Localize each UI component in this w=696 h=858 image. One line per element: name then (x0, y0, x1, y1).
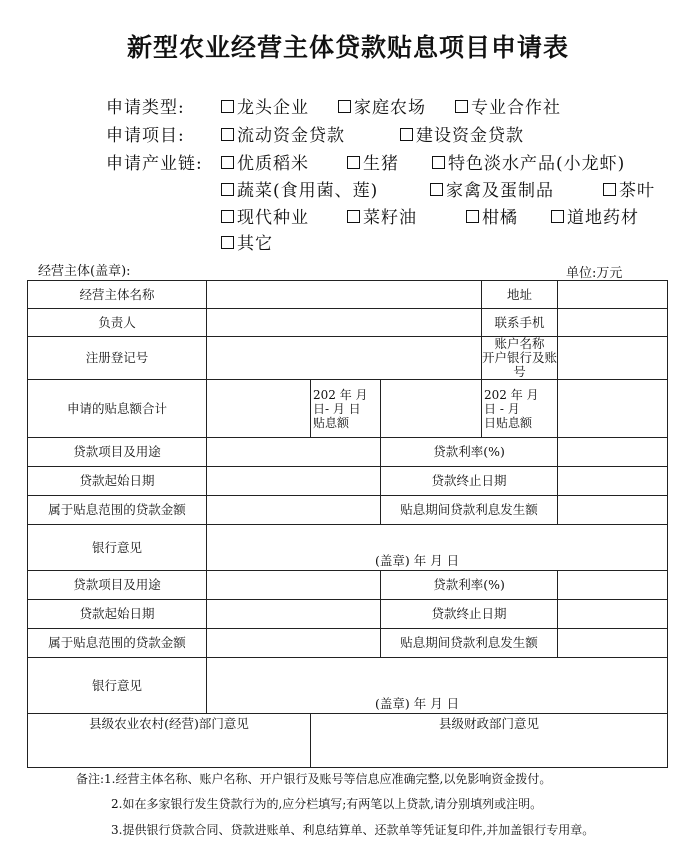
entity-name-field[interactable] (207, 281, 482, 309)
bank-opinion-label: 银行意见 (28, 525, 207, 571)
loan-end-field[interactable] (558, 600, 668, 629)
loan-end-label: 贷款终止日期 (381, 467, 558, 496)
apply-chain-option[interactable]: 道地药材 (551, 203, 639, 228)
checkbox-icon[interactable] (466, 210, 479, 223)
loan-amount-field[interactable] (207, 629, 381, 658)
loan-project-label: 贷款项目及用途 (28, 438, 207, 467)
loan-rate-field[interactable] (558, 571, 668, 600)
apply-chain-label: 申请产业链: (106, 154, 203, 174)
loan-project-field[interactable] (207, 438, 381, 467)
apply-project-option[interactable]: 流动资金贷款 (221, 121, 345, 146)
county-agri-opinion[interactable] (28, 714, 311, 768)
checkbox-icon[interactable] (221, 156, 234, 169)
county-agri-label: 县级农业农村(经营)部门意见 (89, 716, 249, 731)
subsidy-period-2-field[interactable] (558, 380, 668, 438)
loan-end-field[interactable] (558, 467, 668, 496)
apply-type-label: 申请类型: (106, 98, 185, 118)
apply-project-option[interactable]: 建设资金贷款 (400, 121, 524, 146)
notes-line-1: 备注:1.经营主体名称、账户名称、开户银行及账号等信息应准确完整,以免影响资金拨付。 (76, 772, 552, 786)
loan-start-field[interactable] (207, 467, 381, 496)
seal-date: (盖章) 年 月 日 (375, 553, 460, 568)
apply-project-label: 申请项目: (106, 126, 185, 146)
notes-line-3: 3.提供银行贷款合同、贷款进账单、利息结算单、还款单等凭证复印件,并加盖银行专用章。 (111, 823, 595, 837)
subsidy-total-label: 申请的贴息额合计 (28, 380, 207, 438)
application-table (27, 280, 668, 768)
loan-amount-label: 属于贴息范围的贷款金额 (28, 629, 207, 658)
loan-rate-label: 贷款利率(%) (381, 438, 558, 467)
bank-opinion-field[interactable] (207, 658, 668, 714)
checkbox-icon[interactable] (221, 100, 234, 113)
loan-amount-label: 属于贴息范围的贷款金额 (28, 496, 207, 525)
checkbox-icon[interactable] (430, 183, 443, 196)
apply-chain-option[interactable]: 其它 (221, 229, 273, 254)
apply-chain-option[interactable]: 现代种业 (221, 203, 309, 228)
loan-rate-label: 贷款利率(%) (381, 571, 558, 600)
responsible-field[interactable] (207, 309, 482, 337)
address-field[interactable] (558, 281, 668, 309)
address-label: 地址 (482, 281, 558, 309)
loan-rate-field[interactable] (558, 438, 668, 467)
checkbox-icon[interactable] (551, 210, 564, 223)
entity-name-label: 经营主体名称 (28, 281, 207, 309)
checkbox-icon[interactable] (347, 210, 360, 223)
form-title: 新型农业经营主体贷款贴息项目申请表 (126, 33, 569, 62)
apply-type-option[interactable]: 家庭农场 (338, 93, 426, 118)
interest-incurred-field[interactable] (558, 496, 668, 525)
mobile-label: 联系手机 (482, 309, 558, 337)
checkbox-icon[interactable] (221, 210, 234, 223)
apply-chain-option[interactable]: 家禽及蛋制品 (430, 176, 554, 201)
checkbox-icon[interactable] (432, 156, 445, 169)
entity-seal-label: 经营主体(盖章): (38, 264, 131, 279)
loan-start-label: 贷款起始日期 (28, 600, 207, 629)
checkbox-icon[interactable] (347, 156, 360, 169)
seal-date: (盖章) 年 月 日 (375, 696, 460, 711)
bank-opinion-field[interactable] (207, 525, 668, 571)
apply-type-option[interactable]: 龙头企业 (221, 93, 309, 118)
mobile-field[interactable] (558, 309, 668, 337)
apply-chain-option[interactable]: 茶叶 (603, 176, 655, 201)
account-label: 账户名称 开户银行及账号 (482, 336, 558, 379)
loan-start-label: 贷款起始日期 (28, 467, 207, 496)
checkbox-icon[interactable] (400, 128, 413, 141)
account-field[interactable] (558, 337, 668, 380)
loan-project-label: 贷款项目及用途 (28, 571, 207, 600)
bank-opinion-label: 银行意见 (28, 658, 207, 714)
checkbox-icon[interactable] (221, 236, 234, 249)
apply-chain-option[interactable]: 优质稻米 (221, 149, 309, 174)
apply-chain-option[interactable]: 生猪 (347, 149, 399, 174)
reg-no-field[interactable] (207, 337, 482, 380)
interest-incurred-label: 贴息期间贷款利息发生额 (381, 629, 558, 658)
responsible-label: 负责人 (28, 309, 207, 337)
county-finance-opinion[interactable] (311, 714, 668, 768)
loan-start-field[interactable] (207, 600, 381, 629)
loan-project-field[interactable] (207, 571, 381, 600)
county-finance-label: 县级财政部门意见 (439, 716, 540, 731)
unit-label: 单位:万元 (566, 266, 623, 281)
subsidy-total-field[interactable] (207, 380, 311, 438)
apply-chain-option[interactable]: 蔬菜(食用菌、莲) (221, 176, 378, 201)
checkbox-icon[interactable] (221, 128, 234, 141)
apply-chain-option[interactable]: 柑橘 (466, 203, 518, 228)
reg-no-label: 注册登记号 (28, 337, 207, 380)
loan-end-label: 贷款终止日期 (381, 600, 558, 629)
subsidy-period-1-field[interactable] (381, 380, 482, 438)
subsidy-period-1: 202 年 月 日- 月 日 贴息额 (311, 380, 381, 438)
loan-amount-field[interactable] (207, 496, 381, 525)
checkbox-icon[interactable] (221, 183, 234, 196)
checkbox-icon[interactable] (603, 183, 616, 196)
interest-incurred-field[interactable] (558, 629, 668, 658)
subsidy-period-2: 202 年 月 日 - 月 日贴息额 (482, 380, 558, 438)
checkbox-icon[interactable] (455, 100, 468, 113)
apply-chain-option[interactable]: 菜籽油 (347, 203, 417, 228)
checkbox-icon[interactable] (338, 100, 351, 113)
interest-incurred-label: 贴息期间贷款利息发生额 (381, 496, 558, 525)
apply-type-option[interactable]: 专业合作社 (455, 93, 561, 118)
apply-chain-option[interactable]: 特色淡水产品(小龙虾) (432, 149, 625, 174)
notes-line-2: 2.如在多家银行发生贷款行为的,应分栏填写;有两笔以上贷款,请分别填列或注明。 (111, 797, 543, 811)
